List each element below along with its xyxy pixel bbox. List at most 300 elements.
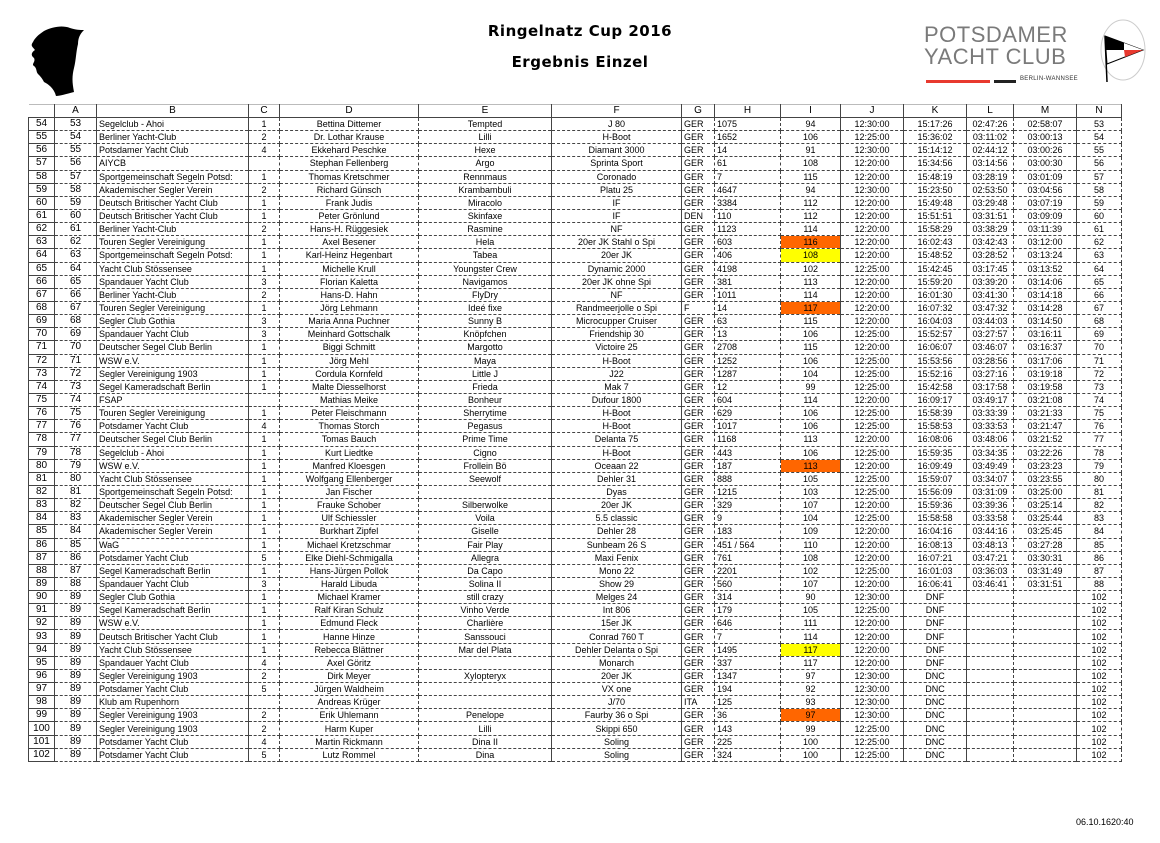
column-header-f[interactable]: F <box>552 105 682 118</box>
elapsed-time-cell[interactable] <box>967 696 1014 709</box>
sail-number-cell[interactable]: 1252 <box>715 354 781 367</box>
finish-time-cell[interactable]: 15:59:20 <box>904 275 967 288</box>
row-number-cell[interactable]: 71 <box>29 341 55 354</box>
boat-class-cell[interactable]: NF <box>552 223 682 236</box>
finish-time-cell[interactable]: DNC <box>904 735 967 748</box>
column-header-k[interactable]: K <box>904 105 967 118</box>
start-time-cell[interactable]: 12:25:00 <box>841 354 904 367</box>
rank-cell[interactable]: 60 <box>55 209 97 222</box>
elapsed-time-cell[interactable]: 03:44:03 <box>967 315 1014 328</box>
corrected-time-cell[interactable] <box>1014 643 1077 656</box>
start-time-cell[interactable]: 12:30:00 <box>841 591 904 604</box>
yardstick-cell[interactable]: 114 <box>781 288 841 301</box>
boat-class-cell[interactable]: Coronado <box>552 170 682 183</box>
boat-name-cell[interactable]: Youngster Crew <box>419 262 552 275</box>
corrected-time-cell[interactable] <box>1014 617 1077 630</box>
boat-class-cell[interactable]: 15er JK <box>552 617 682 630</box>
sail-number-cell[interactable]: 1075 <box>715 118 781 131</box>
corrected-time-cell[interactable]: 03:19:18 <box>1014 367 1077 380</box>
boat-class-cell[interactable]: Mak 7 <box>552 380 682 393</box>
points-cell[interactable]: 77 <box>1077 433 1122 446</box>
yardstick-cell[interactable]: 97 <box>781 669 841 682</box>
points-cell[interactable]: 102 <box>1077 735 1122 748</box>
club-cell[interactable]: Touren Segler Vereinigung <box>97 301 249 314</box>
boat-name-cell[interactable]: Navigamos <box>419 275 552 288</box>
sail-number-cell[interactable]: 183 <box>715 525 781 538</box>
start-time-cell[interactable]: 12:25:00 <box>841 722 904 735</box>
boat-class-cell[interactable]: H-Boot <box>552 420 682 433</box>
nation-cell[interactable]: GER <box>682 617 715 630</box>
rank-cell[interactable]: 68 <box>55 315 97 328</box>
rank-cell[interactable]: 55 <box>55 144 97 157</box>
club-cell[interactable]: Sportgemeinschaft Segeln Potsd: <box>97 249 249 262</box>
crew-count-cell[interactable]: 1 <box>249 170 280 183</box>
corrected-time-cell[interactable]: 02:58:07 <box>1014 118 1077 131</box>
start-time-cell[interactable]: 12:20:00 <box>841 393 904 406</box>
nation-cell[interactable]: GER <box>682 656 715 669</box>
boat-class-cell[interactable]: 20er JK Stahl o Spi <box>552 236 682 249</box>
start-time-cell[interactable]: 12:25:00 <box>841 367 904 380</box>
boat-name-cell[interactable]: Argo <box>419 157 552 170</box>
boat-name-cell[interactable]: Fair Play <box>419 538 552 551</box>
row-number-cell[interactable]: 54 <box>29 118 55 131</box>
club-cell[interactable]: Segel Kameradschaft Berlin <box>97 564 249 577</box>
start-time-cell[interactable]: 12:25:00 <box>841 512 904 525</box>
column-header-g[interactable]: G <box>682 105 715 118</box>
rank-cell[interactable]: 70 <box>55 341 97 354</box>
column-header-i[interactable]: I <box>781 105 841 118</box>
rank-cell[interactable]: 59 <box>55 196 97 209</box>
skipper-cell[interactable]: Maria Anna Puchner <box>280 315 419 328</box>
corrected-time-cell[interactable]: 03:14:18 <box>1014 288 1077 301</box>
corrected-time-cell[interactable]: 03:21:47 <box>1014 420 1077 433</box>
finish-time-cell[interactable]: 16:07:32 <box>904 301 967 314</box>
points-cell[interactable]: 102 <box>1077 617 1122 630</box>
boat-class-cell[interactable]: 20er JK ohne Spi <box>552 275 682 288</box>
boat-class-cell[interactable]: Soling <box>552 748 682 761</box>
row-number-cell[interactable]: 90 <box>29 591 55 604</box>
boat-class-cell[interactable]: J/70 <box>552 696 682 709</box>
row-number-cell[interactable]: 58 <box>29 170 55 183</box>
skipper-cell[interactable]: Frank Judis <box>280 196 419 209</box>
elapsed-time-cell[interactable]: 02:53:50 <box>967 183 1014 196</box>
club-cell[interactable]: Segelclub - Ahoi <box>97 446 249 459</box>
nation-cell[interactable]: GER <box>682 591 715 604</box>
crew-count-cell[interactable]: 1 <box>249 236 280 249</box>
rank-cell[interactable]: 89 <box>55 669 97 682</box>
corrected-time-cell[interactable] <box>1014 656 1077 669</box>
rank-cell[interactable]: 89 <box>55 630 97 643</box>
points-cell[interactable]: 60 <box>1077 209 1122 222</box>
nation-cell[interactable]: GER <box>682 118 715 131</box>
row-number-cell[interactable]: 102 <box>29 748 55 761</box>
corrected-time-cell[interactable] <box>1014 591 1077 604</box>
crew-count-cell[interactable]: 3 <box>249 328 280 341</box>
yardstick-cell[interactable]: 104 <box>781 512 841 525</box>
crew-count-cell[interactable]: 1 <box>249 209 280 222</box>
points-cell[interactable]: 102 <box>1077 748 1122 761</box>
club-cell[interactable]: WSW e.V. <box>97 617 249 630</box>
sail-number-cell[interactable]: 604 <box>715 393 781 406</box>
sail-number-cell[interactable]: 9 <box>715 512 781 525</box>
boat-name-cell[interactable]: Seewolf <box>419 472 552 485</box>
row-number-cell[interactable]: 70 <box>29 328 55 341</box>
club-cell[interactable]: Potsdamer Yacht Club <box>97 551 249 564</box>
club-cell[interactable]: Potsdamer Yacht Club <box>97 420 249 433</box>
yardstick-cell[interactable]: 106 <box>781 354 841 367</box>
skipper-cell[interactable]: Hans-H. Rüggesiek <box>280 223 419 236</box>
row-number-cell[interactable]: 82 <box>29 485 55 498</box>
column-header-n[interactable]: N <box>1077 105 1122 118</box>
nation-cell[interactable]: GER <box>682 683 715 696</box>
start-time-cell[interactable]: 12:30:00 <box>841 183 904 196</box>
points-cell[interactable]: 86 <box>1077 551 1122 564</box>
rank-cell[interactable]: 89 <box>55 617 97 630</box>
skipper-cell[interactable]: Burkhart Zipfel <box>280 525 419 538</box>
club-cell[interactable]: Deutsch Britischer Yacht Club <box>97 209 249 222</box>
points-cell[interactable]: 102 <box>1077 591 1122 604</box>
crew-count-cell[interactable]: 2 <box>249 288 280 301</box>
crew-count-cell[interactable]: 1 <box>249 525 280 538</box>
start-time-cell[interactable]: 12:20:00 <box>841 656 904 669</box>
start-time-cell[interactable]: 12:20:00 <box>841 630 904 643</box>
club-cell[interactable]: Touren Segler Vereinigung <box>97 407 249 420</box>
skipper-cell[interactable]: Richard Günsch <box>280 183 419 196</box>
crew-count-cell[interactable]: 5 <box>249 551 280 564</box>
corrected-time-cell[interactable] <box>1014 722 1077 735</box>
elapsed-time-cell[interactable]: 03:31:51 <box>967 209 1014 222</box>
start-time-cell[interactable]: 12:20:00 <box>841 157 904 170</box>
club-cell[interactable]: Segler Club Gothia <box>97 591 249 604</box>
boat-name-cell[interactable]: Xylopteryx <box>419 669 552 682</box>
boat-name-cell[interactable]: Solina II <box>419 577 552 590</box>
column-header-corner[interactable] <box>29 105 55 118</box>
club-cell[interactable]: WaG <box>97 538 249 551</box>
yardstick-cell[interactable]: 99 <box>781 722 841 735</box>
start-time-cell[interactable]: 12:20:00 <box>841 617 904 630</box>
rank-cell[interactable]: 73 <box>55 380 97 393</box>
sail-number-cell[interactable]: 337 <box>715 656 781 669</box>
points-cell[interactable]: 82 <box>1077 499 1122 512</box>
corrected-time-cell[interactable]: 03:13:24 <box>1014 249 1077 262</box>
skipper-cell[interactable]: Hans-Jürgen Pollok <box>280 564 419 577</box>
rank-cell[interactable]: 89 <box>55 656 97 669</box>
club-cell[interactable]: Spandauer Yacht Club <box>97 577 249 590</box>
crew-count-cell[interactable]: 1 <box>249 617 280 630</box>
club-cell[interactable]: Deutsch Britischer Yacht Club <box>97 196 249 209</box>
boat-class-cell[interactable]: Dyas <box>552 485 682 498</box>
boat-class-cell[interactable]: Randmeerjolle o Spi <box>552 301 682 314</box>
finish-time-cell[interactable]: 15:23:50 <box>904 183 967 196</box>
club-cell[interactable]: Akademischer Segler Verein <box>97 512 249 525</box>
crew-count-cell[interactable]: 3 <box>249 577 280 590</box>
points-cell[interactable]: 64 <box>1077 262 1122 275</box>
start-time-cell[interactable]: 12:30:00 <box>841 709 904 722</box>
club-cell[interactable]: Yacht Club Stössensee <box>97 262 249 275</box>
boat-name-cell[interactable] <box>419 696 552 709</box>
boat-name-cell[interactable]: Little J <box>419 367 552 380</box>
club-cell[interactable]: Spandauer Yacht Club <box>97 328 249 341</box>
column-header-l[interactable]: L <box>967 105 1014 118</box>
yardstick-cell[interactable]: 92 <box>781 683 841 696</box>
start-time-cell[interactable]: 12:25:00 <box>841 131 904 144</box>
corrected-time-cell[interactable]: 03:25:14 <box>1014 499 1077 512</box>
finish-time-cell[interactable]: 16:09:17 <box>904 393 967 406</box>
column-header-b[interactable]: B <box>97 105 249 118</box>
skipper-cell[interactable]: Hanne Hinze <box>280 630 419 643</box>
row-number-cell[interactable]: 87 <box>29 551 55 564</box>
row-number-cell[interactable]: 81 <box>29 472 55 485</box>
boat-class-cell[interactable]: Delanta 75 <box>552 433 682 446</box>
sail-number-cell[interactable]: 4647 <box>715 183 781 196</box>
elapsed-time-cell[interactable]: 03:39:20 <box>967 275 1014 288</box>
corrected-time-cell[interactable]: 03:23:55 <box>1014 472 1077 485</box>
crew-count-cell[interactable]: 1 <box>249 485 280 498</box>
club-cell[interactable]: WSW e.V. <box>97 354 249 367</box>
elapsed-time-cell[interactable] <box>967 617 1014 630</box>
club-cell[interactable]: Akademischer Segler Verein <box>97 525 249 538</box>
finish-time-cell[interactable]: 16:06:07 <box>904 341 967 354</box>
start-time-cell[interactable]: 12:20:00 <box>841 551 904 564</box>
corrected-time-cell[interactable]: 03:21:08 <box>1014 393 1077 406</box>
nation-cell[interactable]: GER <box>682 131 715 144</box>
points-cell[interactable]: 67 <box>1077 301 1122 314</box>
finish-time-cell[interactable]: 16:07:21 <box>904 551 967 564</box>
nation-cell[interactable]: GER <box>682 420 715 433</box>
club-cell[interactable]: Berliner Yacht-Club <box>97 131 249 144</box>
corrected-time-cell[interactable]: 03:25:00 <box>1014 485 1077 498</box>
rank-cell[interactable]: 87 <box>55 564 97 577</box>
points-cell[interactable]: 75 <box>1077 407 1122 420</box>
elapsed-time-cell[interactable]: 03:34:07 <box>967 472 1014 485</box>
finish-time-cell[interactable]: DNF <box>904 617 967 630</box>
boat-class-cell[interactable]: Conrad 760 T <box>552 630 682 643</box>
rank-cell[interactable]: 89 <box>55 604 97 617</box>
rank-cell[interactable]: 64 <box>55 262 97 275</box>
crew-count-cell[interactable]: 1 <box>249 630 280 643</box>
yardstick-cell[interactable]: 113 <box>781 433 841 446</box>
nation-cell[interactable]: GER <box>682 722 715 735</box>
corrected-time-cell[interactable]: 03:22:26 <box>1014 446 1077 459</box>
yardstick-cell[interactable]: 102 <box>781 262 841 275</box>
skipper-cell[interactable]: Bettina Dittemer <box>280 118 419 131</box>
elapsed-time-cell[interactable]: 03:42:43 <box>967 236 1014 249</box>
corrected-time-cell[interactable]: 03:21:52 <box>1014 433 1077 446</box>
boat-class-cell[interactable]: Skippi 650 <box>552 722 682 735</box>
nation-cell[interactable]: GER <box>682 262 715 275</box>
corrected-time-cell[interactable] <box>1014 630 1077 643</box>
finish-time-cell[interactable]: 15:58:53 <box>904 420 967 433</box>
column-header-e[interactable]: E <box>419 105 552 118</box>
boat-class-cell[interactable]: J22 <box>552 367 682 380</box>
corrected-time-cell[interactable]: 03:00:13 <box>1014 131 1077 144</box>
nation-cell[interactable]: GER <box>682 564 715 577</box>
rank-cell[interactable]: 75 <box>55 407 97 420</box>
yardstick-cell[interactable]: 111 <box>781 617 841 630</box>
skipper-cell[interactable]: Thomas Kretschmer <box>280 170 419 183</box>
boat-name-cell[interactable] <box>419 656 552 669</box>
start-time-cell[interactable]: 12:20:00 <box>841 538 904 551</box>
club-cell[interactable]: Segler Vereinigung 1903 <box>97 367 249 380</box>
corrected-time-cell[interactable]: 03:00:30 <box>1014 157 1077 170</box>
points-cell[interactable]: 84 <box>1077 525 1122 538</box>
yardstick-cell[interactable]: 117 <box>781 301 841 314</box>
sail-number-cell[interactable]: 63 <box>715 315 781 328</box>
points-cell[interactable]: 53 <box>1077 118 1122 131</box>
points-cell[interactable]: 68 <box>1077 315 1122 328</box>
crew-count-cell[interactable]: 1 <box>249 301 280 314</box>
finish-time-cell[interactable]: 15:48:52 <box>904 249 967 262</box>
finish-time-cell[interactable]: DNC <box>904 669 967 682</box>
points-cell[interactable]: 83 <box>1077 512 1122 525</box>
points-cell[interactable]: 102 <box>1077 669 1122 682</box>
finish-time-cell[interactable]: 15:52:16 <box>904 367 967 380</box>
club-cell[interactable]: Potsdamer Yacht Club <box>97 144 249 157</box>
boat-class-cell[interactable]: Victoire 25 <box>552 341 682 354</box>
nation-cell[interactable]: GER <box>682 551 715 564</box>
rank-cell[interactable]: 82 <box>55 499 97 512</box>
nation-cell[interactable]: GER <box>682 393 715 406</box>
crew-count-cell[interactable]: 1 <box>249 643 280 656</box>
finish-time-cell[interactable]: DNC <box>904 709 967 722</box>
finish-time-cell[interactable]: 16:06:41 <box>904 577 967 590</box>
boat-class-cell[interactable]: 20er JK <box>552 669 682 682</box>
corrected-time-cell[interactable]: 03:31:51 <box>1014 577 1077 590</box>
sail-number-cell[interactable]: 443 <box>715 446 781 459</box>
rank-cell[interactable]: 61 <box>55 223 97 236</box>
start-time-cell[interactable]: 12:20:00 <box>841 315 904 328</box>
finish-time-cell[interactable]: 16:01:03 <box>904 564 967 577</box>
elapsed-time-cell[interactable] <box>967 643 1014 656</box>
skipper-cell[interactable]: Wolfgang Ellenberger <box>280 472 419 485</box>
crew-count-cell[interactable]: 4 <box>249 656 280 669</box>
start-time-cell[interactable]: 12:25:00 <box>841 446 904 459</box>
start-time-cell[interactable]: 12:20:00 <box>841 433 904 446</box>
row-number-cell[interactable]: 100 <box>29 722 55 735</box>
points-cell[interactable]: 102 <box>1077 722 1122 735</box>
sail-number-cell[interactable]: 12 <box>715 380 781 393</box>
row-number-cell[interactable]: 99 <box>29 709 55 722</box>
row-number-cell[interactable]: 95 <box>29 656 55 669</box>
row-number-cell[interactable]: 77 <box>29 420 55 433</box>
yardstick-cell[interactable]: 117 <box>781 656 841 669</box>
rank-cell[interactable]: 76 <box>55 420 97 433</box>
rank-cell[interactable]: 89 <box>55 683 97 696</box>
nation-cell[interactable]: GER <box>682 380 715 393</box>
rank-cell[interactable]: 71 <box>55 354 97 367</box>
sail-number-cell[interactable]: 451 / 564 <box>715 538 781 551</box>
nation-cell[interactable]: GER <box>682 643 715 656</box>
boat-class-cell[interactable]: Mono 22 <box>552 564 682 577</box>
yardstick-cell[interactable]: 104 <box>781 367 841 380</box>
rank-cell[interactable]: 57 <box>55 170 97 183</box>
rank-cell[interactable]: 78 <box>55 446 97 459</box>
boat-name-cell[interactable]: Lilli <box>419 722 552 735</box>
finish-time-cell[interactable]: 16:09:49 <box>904 459 967 472</box>
club-cell[interactable]: Potsdamer Yacht Club <box>97 735 249 748</box>
crew-count-cell[interactable]: 2 <box>249 709 280 722</box>
start-time-cell[interactable]: 12:30:00 <box>841 696 904 709</box>
crew-count-cell[interactable]: 5 <box>249 748 280 761</box>
finish-time-cell[interactable]: 15:42:45 <box>904 262 967 275</box>
skipper-cell[interactable]: Kurt Liedtke <box>280 446 419 459</box>
sail-number-cell[interactable]: 7 <box>715 630 781 643</box>
boat-class-cell[interactable]: Sprinta Sport <box>552 157 682 170</box>
crew-count-cell[interactable]: 2 <box>249 223 280 236</box>
sail-number-cell[interactable]: 36 <box>715 709 781 722</box>
start-time-cell[interactable]: 12:20:00 <box>841 643 904 656</box>
yardstick-cell[interactable]: 117 <box>781 643 841 656</box>
sail-number-cell[interactable]: 1652 <box>715 131 781 144</box>
nation-cell[interactable]: GER <box>682 315 715 328</box>
sail-number-cell[interactable]: 14 <box>715 144 781 157</box>
finish-time-cell[interactable]: DNC <box>904 683 967 696</box>
column-header-d[interactable]: D <box>280 105 419 118</box>
rank-cell[interactable]: 79 <box>55 459 97 472</box>
column-header-a[interactable]: A <box>55 105 97 118</box>
corrected-time-cell[interactable] <box>1014 683 1077 696</box>
club-cell[interactable]: Potsdamer Yacht Club <box>97 683 249 696</box>
skipper-cell[interactable]: Harald Libuda <box>280 577 419 590</box>
boat-class-cell[interactable]: Sunbeam 26 S <box>552 538 682 551</box>
points-cell[interactable]: 72 <box>1077 367 1122 380</box>
club-cell[interactable]: Deutsch Britischer Yacht Club <box>97 630 249 643</box>
corrected-time-cell[interactable]: 03:19:58 <box>1014 380 1077 393</box>
corrected-time-cell[interactable] <box>1014 748 1077 761</box>
finish-time-cell[interactable]: 15:59:36 <box>904 499 967 512</box>
club-cell[interactable]: Segler Vereinigung 1903 <box>97 722 249 735</box>
elapsed-time-cell[interactable]: 03:47:21 <box>967 551 1014 564</box>
rank-cell[interactable]: 84 <box>55 525 97 538</box>
boat-name-cell[interactable]: Sunny B <box>419 315 552 328</box>
elapsed-time-cell[interactable]: 03:33:39 <box>967 407 1014 420</box>
crew-count-cell[interactable]: 1 <box>249 407 280 420</box>
rank-cell[interactable]: 89 <box>55 709 97 722</box>
elapsed-time-cell[interactable] <box>967 683 1014 696</box>
crew-count-cell[interactable]: 1 <box>249 604 280 617</box>
start-time-cell[interactable]: 12:25:00 <box>841 604 904 617</box>
boat-name-cell[interactable]: Sherrytime <box>419 407 552 420</box>
corrected-time-cell[interactable]: 03:23:23 <box>1014 459 1077 472</box>
row-number-cell[interactable]: 56 <box>29 144 55 157</box>
boat-class-cell[interactable]: IF <box>552 209 682 222</box>
crew-count-cell[interactable]: 1 <box>249 591 280 604</box>
sail-number-cell[interactable]: 329 <box>715 499 781 512</box>
points-cell[interactable]: 79 <box>1077 459 1122 472</box>
boat-class-cell[interactable]: Dehler 31 <box>552 472 682 485</box>
start-time-cell[interactable]: 12:30:00 <box>841 683 904 696</box>
rank-cell[interactable]: 69 <box>55 328 97 341</box>
corrected-time-cell[interactable]: 03:14:06 <box>1014 275 1077 288</box>
sail-number-cell[interactable]: 888 <box>715 472 781 485</box>
elapsed-time-cell[interactable]: 03:28:19 <box>967 170 1014 183</box>
finish-time-cell[interactable]: 15:53:56 <box>904 354 967 367</box>
skipper-cell[interactable]: Florian Kaletta <box>280 275 419 288</box>
elapsed-time-cell[interactable]: 03:14:56 <box>967 157 1014 170</box>
nation-cell[interactable]: DEN <box>682 209 715 222</box>
crew-count-cell[interactable]: 1 <box>249 512 280 525</box>
yardstick-cell[interactable]: 91 <box>781 144 841 157</box>
row-number-cell[interactable]: 93 <box>29 630 55 643</box>
start-time-cell[interactable]: 12:30:00 <box>841 118 904 131</box>
boat-name-cell[interactable]: Pegasus <box>419 420 552 433</box>
yardstick-cell[interactable]: 106 <box>781 131 841 144</box>
rank-cell[interactable]: 74 <box>55 393 97 406</box>
nation-cell[interactable]: GER <box>682 485 715 498</box>
nation-cell[interactable]: GER <box>682 157 715 170</box>
start-time-cell[interactable]: 12:25:00 <box>841 735 904 748</box>
sail-number-cell[interactable]: 381 <box>715 275 781 288</box>
